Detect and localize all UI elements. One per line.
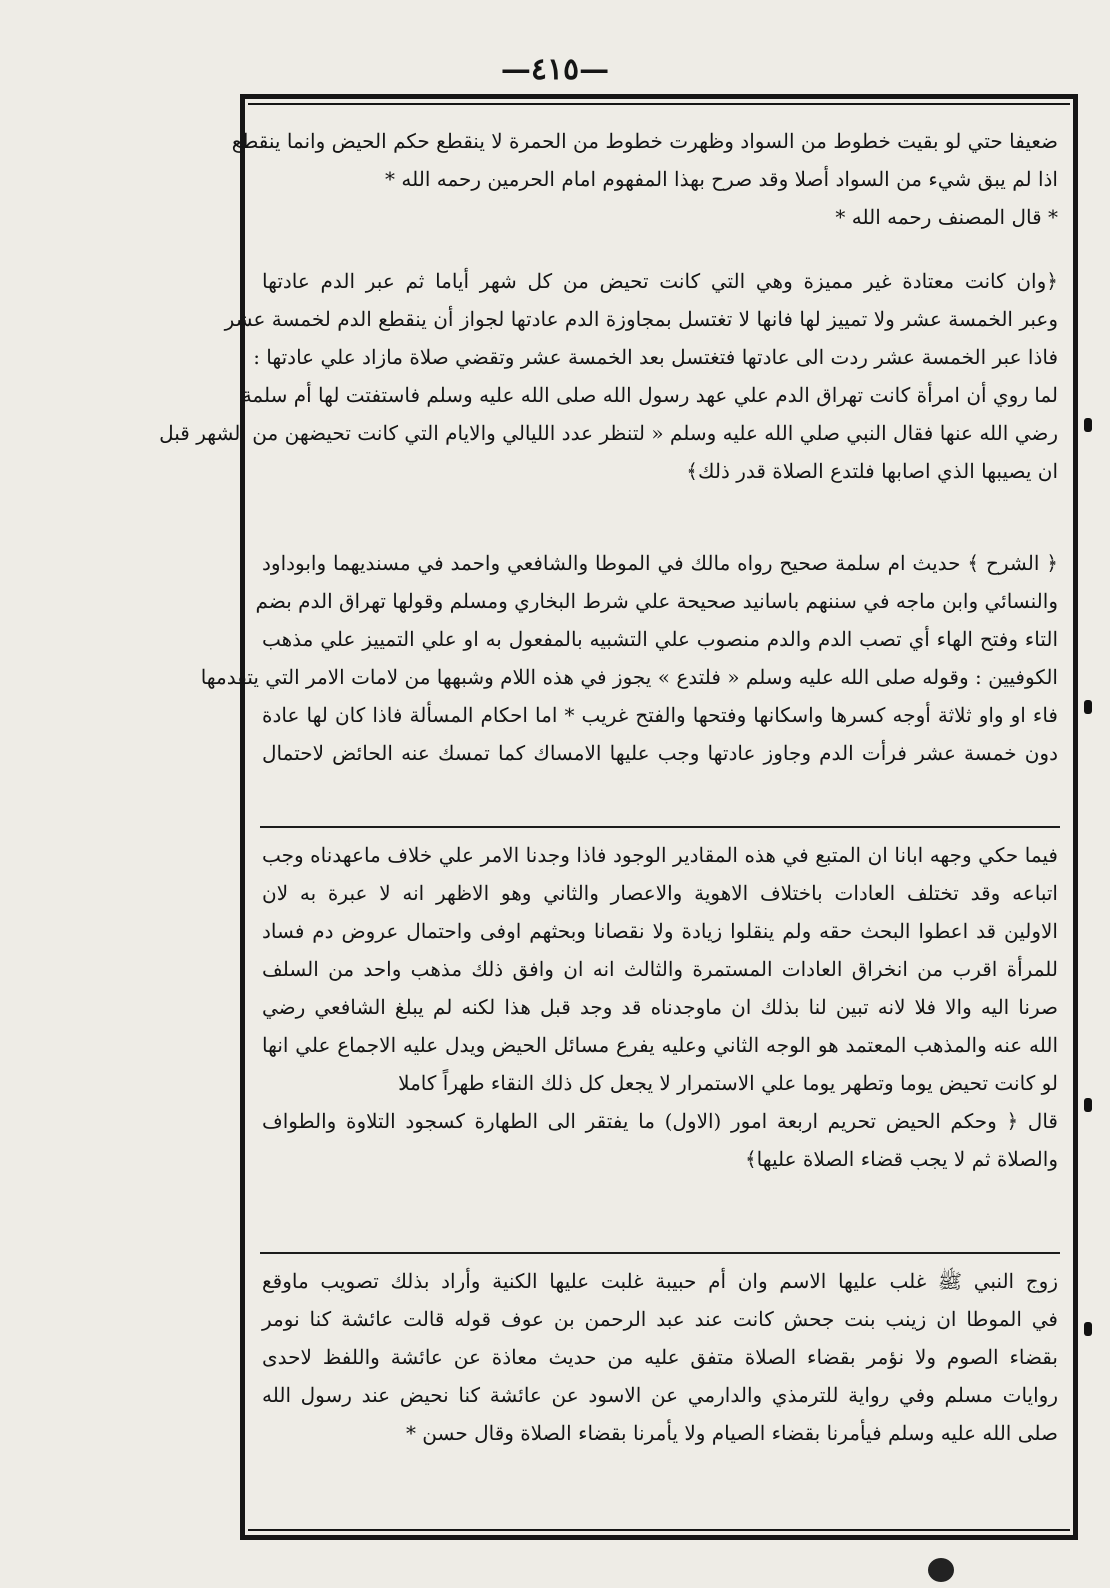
margin-mark [1084,1322,1092,1336]
text-line: الاولين قد اعطوا البحث حقه ولم ينقلوا زيادة ولا نقصانا وبحثهم اوفى واحتمال عروض دم فساد [262,919,1058,943]
text-line: قال ﴿ وحكم الحيض تحريم اربعة امور (الاول) ما يفتقر الى الطهارة كسجود التلاوة والطواف [262,1109,1058,1133]
text-line: رضي الله عنها فقال النبي صلي الله عليه وسلم « لتنظر عدد الليالي والايام التي كانت تحيضهن من الشهر قبل [159,421,1058,445]
sharh-paragraph [200,544,1058,772]
text-line: فاء او واو ثلاثة أوجه كسرها واسكانها وفتحها والفتح غريب * اما احكام المسألة فاذا كان لها عادة [262,703,1058,727]
margin-mark [1084,1098,1092,1112]
margin-mark [1084,700,1092,714]
text-line: ان يصيبها الذي اصابها فلتدع الصلاة قدر ذلك﴾ [686,459,1058,483]
section-divider [260,826,1060,828]
ink-blot [928,1558,954,1582]
text-line: روايات مسلم وفي رواية للترمذي والدارمي عن الاسود عن عائشة كنا نحيض عند رسول الله [262,1383,1058,1407]
text-line: لو كانت تحيض يوما وتطهر يوما علي الاستمرار لا يجعل كل ذلك النقاء طهراً كاملا [398,1071,1058,1095]
text-line: وعبر الخمسة عشر ولا تمييز لها فانها لا تغتسل بمجاوزة الدم عادتها لجواز أن ينقطع الدم لخمسة عشر [224,307,1058,331]
text-line: دون خمسة عشر فرأت الدم وجاوز عادتها وجب عليها الامساك كما تمسك عنه الحائض لاحتمال [262,741,1058,765]
text-line: اذا لم يبق شيء من السواد أصلا وقد صرح بهذا المفهوم امام الحرمين رحمه الله * [385,167,1058,191]
text-line: فاذا عبر الخمسة عشر ردت الى عادتها فتغتسل بعد الخمسة عشر وتقضي صلاة مازاد علي عادتها : [253,345,1058,369]
text-line: اتباعه وقد تختلف العادات باختلاف الاهوية والاعصار والثاني وهو الاظهر انه لا عبرة به لان [262,881,1058,905]
author-heading: * قال المصنف رحمه الله * [835,205,1058,229]
margin-mark [1084,418,1092,432]
text-line: والنسائي وابن ماجه في سننهم باسانيد صحيحة علي شرط البخاري ومسلم وقولها تهراق الدم بضم [255,589,1058,613]
frame-top-rule [248,103,1070,105]
section-divider [260,1252,1060,1254]
text-line: زوج النبي ﷺ غلب عليها الاسم وان أم حبيبة غلبت عليها الكنية وأراد بذلك تصويب ماوقع [262,1269,1058,1293]
frame-bottom-rule [248,1529,1070,1531]
text-line: لما روي أن امرأة كانت تهراق الدم علي عهد رسول الله صلى الله عليه وسلم فاستفتت لها أم سلمة [241,383,1058,407]
text-line: بقضاء الصوم ولا نؤمر بقضاء الصلاة متفق عليه من حديث معاذة عن عائشة واللفظ لاحدى [262,1345,1058,1369]
text-line: الله عنه والمذهب المعتمد هو الوجه الثاني وعليه يفرع مسائل الحيض ويدل عليه الاجماع علي انها [262,1033,1058,1057]
text-line: فيما حكي وجهه ابانا ان المتبع في هذه المقادير الوجود فاذا وجدنا الامر علي خلاف ماعهدناه وجب [262,843,1058,867]
text-line: التاء وفتح الهاء أي تصب الدم والدم منصوب علي التشبيه بالمفعول به او علي التمييز علي مذهب [262,627,1058,651]
text-line: صرنا اليه والا فلا لانه تبين لنا بذلك ان ماوجدناه قد وجد قبل هذا لكنه لم يبلغ الشافعي رضي [262,995,1058,1019]
text-line: ضعيفا حتي لو بقيت خطوط من السواد وظهرت خطوط من الحمرة لا ينقطع حكم الحيض وانما ينقطع [231,129,1058,153]
text-line: صلى الله عليه وسلم فيأمرنا بقضاء الصيام ولا يأمرنا بقضاء الصلاة وقال حسن * [405,1421,1058,1445]
page-number: —٤١٥— [500,52,610,87]
text-line: ﴿ الشرح ﴾ حديث ام سلمة صحيح رواه مالك في الموطا والشافعي واحمد في مسنديهما وابوداود [262,551,1058,575]
text-line: للمرأة اقرب من انخراق العادات المستمرة والثالث انه ان وافق ذلك مذهب واحد من السلف [262,957,1058,981]
upper-commentary-continuation [231,122,1058,236]
text-line: في الموطا ان زينب بنت جحش كانت عند عبد الرحمن بن عوف قوله قالت عائشة كنا نومر [262,1307,1058,1331]
matn-paragraph [159,262,1058,490]
text-line: والصلاة ثم لا يجب قضاء الصلاة عليها﴾ [744,1147,1058,1171]
middle-commentary [262,836,1058,1178]
text-line: الكوفيين : وقوله صلى الله عليه وسلم « فلتدع » يجوز في هذه اللام وشبهها من لامات الامر التي يتقدمها [200,665,1058,689]
lower-commentary [262,1262,1058,1452]
text-line: ﴿وان كانت معتادة غير مميزة وهي التي كانت تحيض من كل شهر أياما ثم عبر الدم عادتها [262,269,1058,293]
